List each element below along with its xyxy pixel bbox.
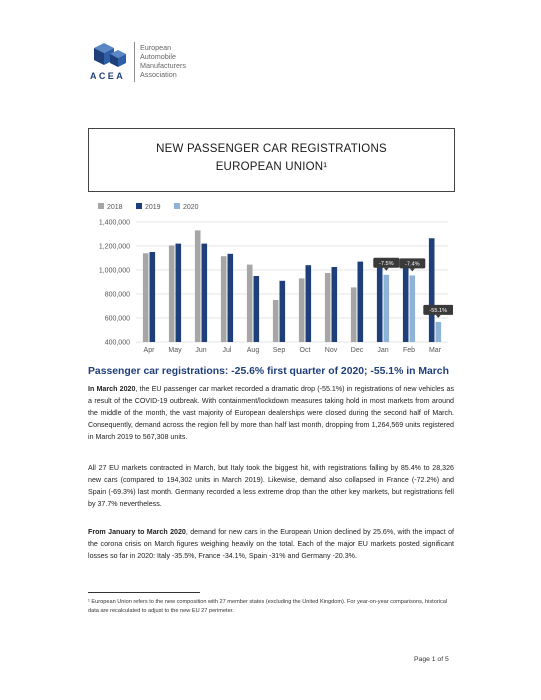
x-tick-label: Apr xyxy=(143,347,155,354)
bar-2018-oct xyxy=(299,278,305,342)
bar-2018-aug xyxy=(247,265,253,342)
y-tick-label: 1,000,000 xyxy=(98,267,130,275)
bar-2020-feb xyxy=(410,275,416,342)
legend-label: 2019 xyxy=(145,204,161,211)
paragraph-text: All 27 EU markets contracted in March, but Italy took the biggest hit, with registrations falling by 85.4% to 28,326 new cars (compared to 194,302 units in March 2019). Likewise, demand also collapsed in France (-72.2%) and Spain (-69.3%) last month. Germany recorded a less extreme drop than the other key markets, but registrations fell by 37.7% nevertheless. xyxy=(88,464,454,508)
logo-org-name xyxy=(140,43,186,79)
x-tick-label: May xyxy=(168,347,182,354)
bar-2018-dec xyxy=(351,287,357,342)
footnote-divider xyxy=(88,592,200,593)
annotation-label: -7.4% xyxy=(404,261,420,268)
paragraph-text: , demand for new cars in the European Union declined by 25.6%, with the impact of the corona crisis on March figures weighing heavily on the total. Each of the major EU markets posted significant losses so far in 2020: Italy -35.5%, France -34.1%, Spain -31% and Germany -20.3%. xyxy=(88,528,454,560)
x-tick-label: Mar xyxy=(428,347,442,354)
x-tick-label: Nov xyxy=(324,347,338,354)
x-tick-label: Jan xyxy=(377,347,389,354)
x-tick-label: Jul xyxy=(222,347,232,354)
logo-line: European xyxy=(140,43,172,52)
bar-2019-mar xyxy=(429,238,435,342)
legend-label: 2018 xyxy=(107,204,123,211)
bar-2019-jun xyxy=(202,244,208,342)
annotation-pointer xyxy=(436,315,441,318)
paragraph-lead: In March 2020 xyxy=(88,385,136,393)
paragraph-quarter xyxy=(88,527,454,563)
annotation-label: -55.1% xyxy=(429,308,448,315)
y-tick-label: 400,000 xyxy=(104,339,130,347)
bar-2018-may xyxy=(169,245,175,342)
section-headline: Passenger car registrations: -25.6% first quarter of 2020; -55.1% in March xyxy=(88,366,449,377)
bar-2019-dec xyxy=(358,262,364,342)
x-tick-label: Feb xyxy=(402,347,416,354)
logo-wordmark: ACEA xyxy=(90,71,126,81)
acea-logo xyxy=(88,40,198,85)
bar-2019-oct xyxy=(306,265,312,342)
y-tick-label: 1,200,000 xyxy=(98,243,130,251)
bar-2020-mar xyxy=(436,322,442,342)
legend-label: 2020 xyxy=(183,204,199,211)
page-subtitle: EUROPEAN UNION¹ xyxy=(215,161,328,173)
x-tick-label: Jun xyxy=(195,347,207,354)
bar-2020-jan xyxy=(384,275,390,342)
bar-2019-jan xyxy=(377,265,383,342)
bar-2019-aug xyxy=(254,276,260,342)
annotation-label: -7.5% xyxy=(378,261,394,267)
y-tick-label: 1,400,000 xyxy=(98,219,130,227)
registrations-bar-chart xyxy=(88,198,453,360)
page-number: Page 1 of 5 xyxy=(414,656,449,663)
title-box xyxy=(88,128,455,192)
logo-line: Association xyxy=(140,70,177,79)
y-tick-label: 800,000 xyxy=(104,291,130,299)
bar-2018-jun xyxy=(195,230,201,342)
logo-line: Automobile xyxy=(140,52,176,61)
paragraph-march xyxy=(88,384,454,444)
legend-swatch xyxy=(174,203,180,209)
bar-2018-apr xyxy=(143,253,149,342)
legend-swatch xyxy=(136,203,142,209)
bar-2019-nov xyxy=(332,267,338,342)
paragraph-markets xyxy=(88,463,454,511)
bar-2018-jul xyxy=(221,256,227,342)
x-tick-label: Aug xyxy=(246,347,260,354)
acea-logo-mark-icon xyxy=(88,40,128,70)
x-tick-label: Dec xyxy=(350,347,364,354)
bar-2018-sep xyxy=(273,300,279,342)
paragraph-text: , the EU passenger car market recorded a dramatic drop (-55.1%) in registrations of new vehicles as a result of the COVID-19 outbreak. With containment/lockdown measures taking hold in most markets from around the middle of the month, the vast majority of European dealerships were closed during the second half of March. Consequently, demand across the region fell by more than half last month, dropping from 1,264,569 units registered in March 2019 to 567,308 units. xyxy=(88,385,454,441)
bar-2019-sep xyxy=(280,281,286,342)
legend-swatch xyxy=(98,203,104,209)
x-tick-label: Sep xyxy=(272,347,286,354)
bar-2018-nov xyxy=(325,273,331,342)
bar-2019-feb xyxy=(403,266,409,342)
y-tick-label: 600,000 xyxy=(104,315,130,323)
footnote: ¹ European Union refers to the new composition with 27 member states (excluding the United Kingdom). For year-on-year comparisons, historical data are recalculated to adjust to the new EU 27 perimeter. xyxy=(88,599,448,614)
logo-divider xyxy=(134,42,135,82)
paragraph-lead: From January to March 2020 xyxy=(88,528,186,536)
x-tick-label: Oct xyxy=(299,347,311,354)
page-title: NEW PASSENGER CAR REGISTRATIONS xyxy=(156,143,387,155)
bar-2019-jul xyxy=(228,254,234,342)
logo-line: Manufacturers xyxy=(140,61,186,70)
bar-2019-may xyxy=(176,244,182,342)
bar-2019-apr xyxy=(150,252,156,342)
